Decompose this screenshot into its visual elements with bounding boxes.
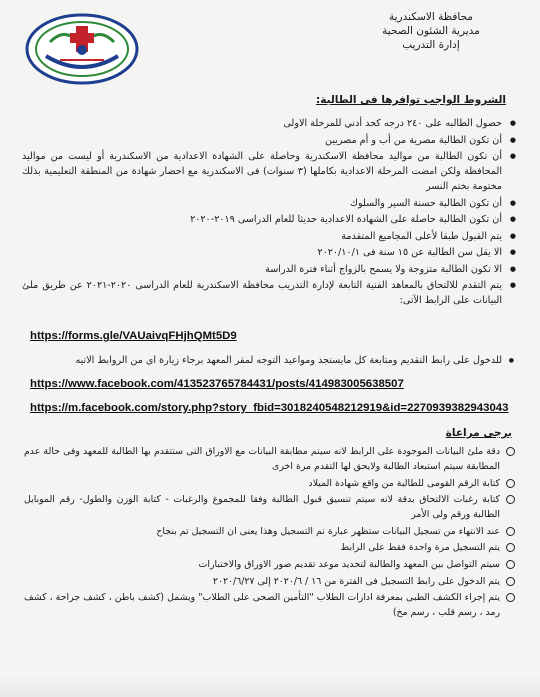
conditions-list: [22, 116, 518, 310]
condition-item: ● يتم القبول طبقا لأعلى المجاميع المتقدمة: [22, 229, 518, 244]
registration-form-link[interactable]: https://forms.gle/VAUaivqFHjhQMt5D9: [30, 330, 237, 342]
facebook-post-link[interactable]: https://www.facebook.com/413523765784431/posts/414983005638507: [30, 378, 404, 390]
condition-item: ● حصول الطالبه على ٢٤٠ درجه كحد أدني للمرحلة الاولى: [22, 116, 518, 131]
facebook-story-link[interactable]: https://m.facebook.com/story.php?story_fbid=3018240548212919&id=2270939382943043: [30, 402, 509, 414]
note-item: عند الانتهاء من تسجيل البيانات ستظهر عبارة تم التسجيل وهذا يعنى ان التسجيل تم بنجاح: [24, 524, 518, 539]
condition-item: ● أن تكون الطالبة مصرية من أب و أم مصريين: [22, 133, 518, 148]
notes-title: برجى مراعاة: [445, 427, 512, 439]
condition-item: ● أن تكون الطالبة حسنة السير والسلوك: [22, 196, 518, 211]
note-item: سيتم التواصل بين المعهد والطالبة لتحديد موعد تقديم صور الاوراق والاختبارات: [24, 557, 518, 572]
links-note: ● للدخول على رابط التقديم ومتابعة كل مايستجد ومواعيد التوجه لمقر المعهد برجاء زيارة اى من الروابط الاتيه: [22, 354, 518, 368]
notes-list: [24, 444, 518, 622]
note-item: يتم إجراء الكشف الطبى بمعرفة ادارات الطلاب "التأمين الصحى على الطلاب" ويشمل (كشف باطن ، كشف جراحة ، كشف رمد ، رسم قلب ، رسم مخ): [24, 590, 518, 620]
page-bottom-edge: [0, 675, 540, 697]
health-directorate-logo: [24, 12, 140, 86]
conditions-title: الشروط الواجب توافرها فى الطالبة:: [316, 94, 506, 106]
note-item: يتم التسجيل مرة واحدة فقط على الرابط: [24, 540, 518, 555]
condition-item: ● يتم التقدم للالتحاق بالمعاهد الفنية التابعة لإدارة التدريب محافظة الاسكندرية للعام الدراسى ٢٠٢٠-٢٠٢١ عن طريق ملئ البيانات على الرابط الآتى:: [22, 278, 518, 308]
condition-item: ● أن تكون الطالبة من مواليد محافظة الاسكندرية وحاصلة على الشهادة الاعدادية من الاسكندرية أو ليست من مواليد المحافظة ولكن امضت المرحلة الاعدادية بكاملها (٣ سنوات) فى الاسكندرية مع احضار شهادة من المنطقة التعليمية بذلك مختومة بختم النسر: [22, 149, 518, 194]
note-item: كتابة الرقم القومى للطالبة من واقع شهادة الميلاد: [24, 476, 518, 491]
condition-item: ● الا يقل سن الطالبة عن ١٥ سنة فى ٢٠٢٠/١٠/١: [22, 245, 518, 260]
note-item: دقة ملئ البيانات الموجودة على الرابط لانه سيتم مطابقة البيانات مع الاوراق التى ستتقدم بها الطالبة للمعهد وفى حالة عدم المطابقة سيتم استبعاد الطالبة ولايحق لها التقدم مرة اخرى: [24, 444, 518, 474]
org-line-directorate: مديرية الشئون الصحية: [382, 25, 480, 37]
note-item: يتم الدخول على رابط التسجيل فى الفترة من ١٦ / ٢٠٢٠/٦ إلى ٢٠٢٠/٦/٢٧: [24, 574, 518, 589]
note-item: كتابة رغبات الالتحاق بدقة لانه سيتم تنسيق قبول الطالبة وفقا للمجموع والرغبات - كتابة الوزن والطول- رقم الموبايل الطالبة ورقم ولى الأمر: [24, 492, 518, 522]
condition-item: ● الا تكون الطالبة متزوجة ولا يسمح بالزواج أثناء فترة الدراسة: [22, 262, 518, 277]
org-line-department: إدارة التدريب: [402, 39, 460, 51]
condition-item: ● أن تكون الطالبة حاصلة على الشهادة الاعدادية حديثا للعام الدراسى ٢٠١٩-٢٠٢٠: [22, 212, 518, 227]
org-line-governorate: محافظة الاسكندرية: [388, 11, 473, 23]
organization-header: [356, 10, 506, 52]
